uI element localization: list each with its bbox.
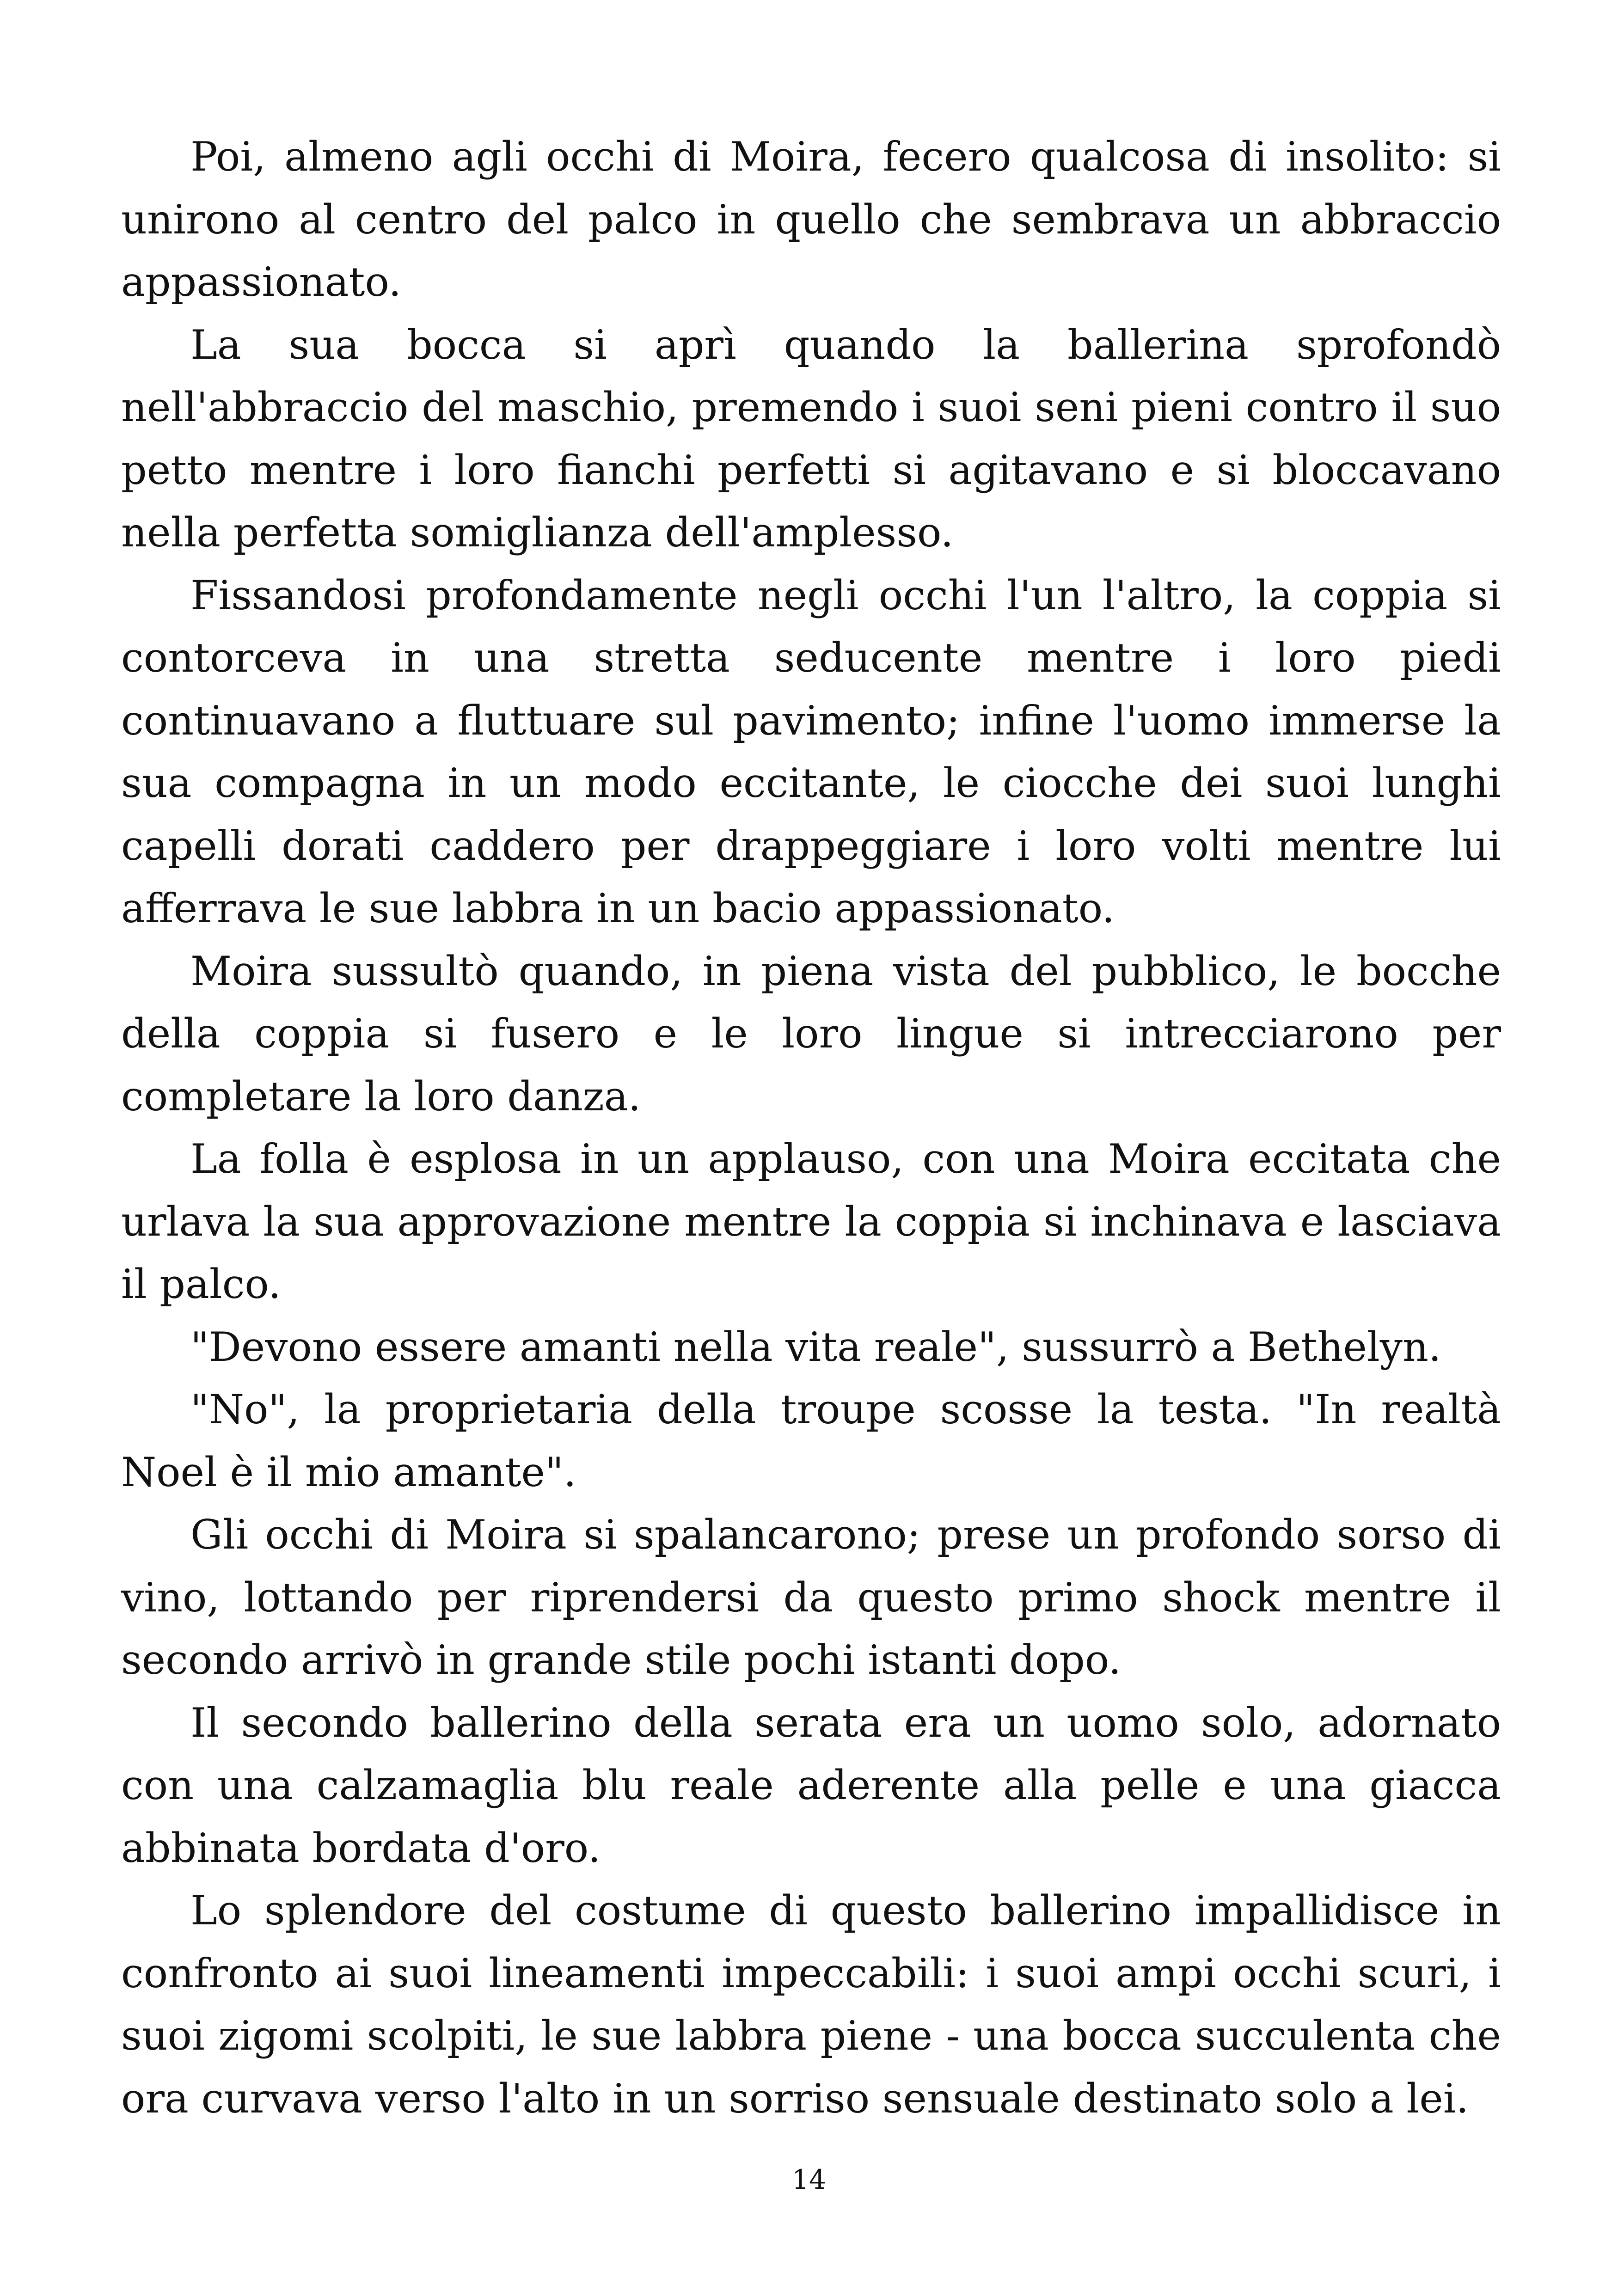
paragraph: "Devono essere amanti nella vita reale", sussurrò a Bethelyn. bbox=[190, 1323, 1441, 1371]
paragraph: La sua bocca si aprì quando la ballerina sprofondò nell'abbraccio del maschio, premendo i suoi seni pieni contro il suo petto mentre i loro fianchi perfetti si agitavano e si bloccavano nella perfetta somiglianza dell'amplesso. bbox=[121, 321, 1501, 556]
paragraph: Fissandosi profondamente negli occhi l'un l'altro, la coppia si contorceva in una stretta seducente mentre i loro piedi continuavano a fluttuare sul pavimento; infine l'uomo immerse la sua compagna in un modo eccitante, le ciocche dei suoi lunghi capelli dorati caddero per drappeggiare i loro volti mentre lui afferrava le sue labbra in un bacio appassionato. bbox=[121, 571, 1501, 932]
paragraph: Lo splendore del costume di questo ballerino impallidisce in confronto ai suoi lineamenti impeccabili: i suoi ampi occhi scuri, i suoi zigomi scolpiti, le sue labbra piene - una bocca succulenta che ora curvava verso l'alto in un sorriso sensuale destinato solo a lei. bbox=[121, 1887, 1501, 2122]
paragraph: Gli occhi di Moira si spalancarono; prese un profondo sorso di vino, lottando per riprendersi da questo primo shock mentre il secondo arrivò in grande stile pochi istanti dopo. bbox=[121, 1511, 1501, 1684]
paragraph: La folla è esplosa in un applauso, con una Moira eccitata che urlava la sua approvazione mentre la coppia si inchinava e lasciava il palco. bbox=[121, 1135, 1501, 1308]
paragraph: Poi, almeno agli occhi di Moira, fecero qualcosa di insolito: si unirono al centro del palco in quello che sembrava un abbraccio appassionato. bbox=[121, 133, 1501, 306]
body-text bbox=[121, 126, 1501, 2130]
paragraph: Moira sussultò quando, in piena vista del pubblico, le bocche della coppia si fusero e le loro lingue si intrecciarono per completare la loro danza. bbox=[121, 947, 1501, 1120]
paragraph: "No", la proprietaria della troupe scosse la testa. "In realtà Noel è il mio amante". bbox=[121, 1386, 1501, 1496]
page-number: 14 bbox=[792, 2164, 826, 2195]
paragraph: Il secondo ballerino della serata era un uomo solo, adornato con una calzamaglia blu reale aderente alla pelle e una giacca abbinata bordata d'oro. bbox=[121, 1699, 1501, 1872]
